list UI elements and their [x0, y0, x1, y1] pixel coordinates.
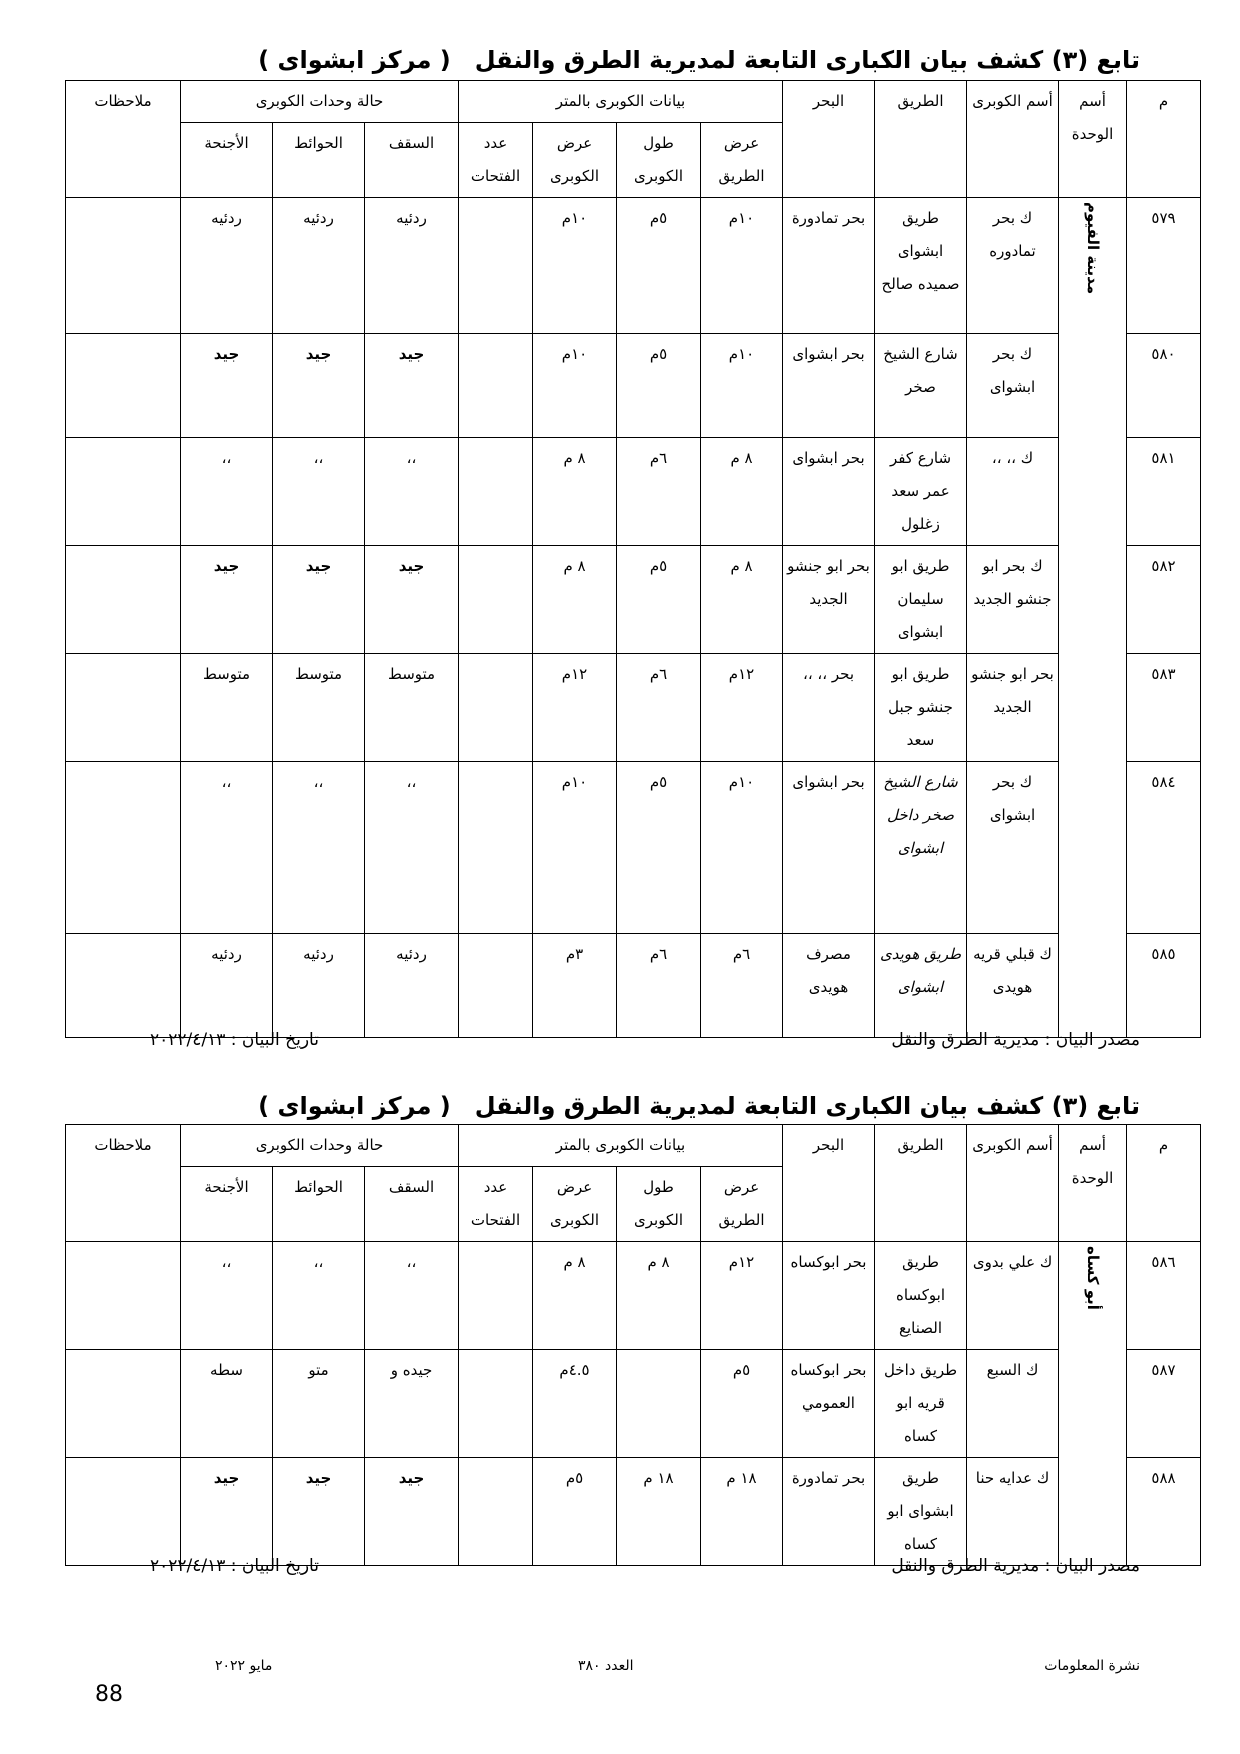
cell-length — [617, 1350, 701, 1458]
cell-walls: ،، — [273, 438, 365, 546]
header-roof: السقف — [365, 1167, 459, 1229]
cell-wings: سطه — [181, 1350, 273, 1458]
cell-walls: جيد — [273, 546, 365, 654]
footer-bulletin: نشرة المعلومات — [1044, 1658, 1140, 1674]
header-data-group: بيانات الكوبرى بالمتر — [459, 1125, 783, 1167]
cell-name: ك السبع — [967, 1350, 1059, 1458]
cell-name: ك ،، ،، — [967, 438, 1059, 546]
cell-openings — [459, 654, 533, 762]
header-wings: الأجنحة — [181, 1167, 273, 1229]
cell-wings: جيد — [181, 546, 273, 654]
cell-openings — [459, 546, 533, 654]
header-notes: ملاحظات — [66, 1125, 181, 1242]
header-road-width: عرض الطريق — [701, 123, 783, 198]
cell-notes — [66, 1350, 181, 1458]
header-data-group: بيانات الكوبرى بالمتر — [459, 81, 783, 123]
cell-width: ١٢م — [533, 654, 617, 762]
header-bridge-length: طول الكوبرى — [617, 1167, 701, 1242]
cell-openings — [459, 198, 533, 334]
cell-road-width: ٨ م — [701, 438, 783, 546]
cell-openings — [459, 334, 533, 438]
cell-walls: ردئيه — [273, 198, 365, 334]
cell-notes — [66, 1242, 181, 1350]
header-road-width: عرض الطريق — [701, 1167, 783, 1242]
cell-roof: ردئيه — [365, 934, 459, 1038]
table-row — [66, 1350, 1201, 1458]
cell-roof: جيده و — [365, 1350, 459, 1458]
header-m: م — [1127, 81, 1201, 198]
footer-issue: العدد ٣٨٠ — [578, 1658, 634, 1674]
cell-walls: ردئيه — [273, 934, 365, 1038]
cell-length: ٥م — [617, 546, 701, 654]
cell-sea: بحر ابو جنشو الجديد — [783, 546, 875, 654]
cell-road: شارع الشيخ صخر — [875, 334, 967, 438]
table-row — [66, 546, 1201, 654]
header-sea: البحر — [783, 81, 875, 198]
cell-walls: ،، — [273, 1242, 365, 1350]
table-row — [66, 934, 1201, 1038]
cell-roof: ،، — [365, 762, 459, 934]
cell-road-width: ١٠م — [701, 334, 783, 438]
cell-wings: ردئيه — [181, 934, 273, 1038]
cell-width: ١٠م — [533, 334, 617, 438]
table-row — [66, 762, 1201, 934]
cell-name: ك بحر ابو جنشو الجديد — [967, 546, 1059, 654]
cell-road-width: ١٠م — [701, 762, 783, 934]
cell-m: ٥٨١ — [1127, 438, 1201, 546]
cell-sea: بحر ابشواى — [783, 438, 875, 546]
cell-road-width: ١٢م — [701, 1242, 783, 1350]
cell-m: ٥٨٠ — [1127, 334, 1201, 438]
cell-road-width: ١٨ م — [701, 1458, 783, 1566]
cell-m: ٥٨٧ — [1127, 1350, 1201, 1458]
cell-name: ك عدايه حنا — [967, 1458, 1059, 1566]
cell-road-width: ١٠م — [701, 198, 783, 334]
header-wings: الأجنحة — [181, 123, 273, 185]
header-bridge-width: عرض الكوبرى — [533, 123, 617, 198]
cell-roof: ،، — [365, 1242, 459, 1350]
date-note-1: تاريخ البيان : ٢٠٢٢/٤/١٣ — [150, 1030, 319, 1050]
cell-width: ٨ م — [533, 546, 617, 654]
footer-month: مايو ٢٠٢٢ — [215, 1658, 273, 1674]
header-name: أسم الكوبرى — [967, 1125, 1059, 1242]
header-sea: البحر — [783, 1125, 875, 1242]
cell-name: ك بحر ابشواى — [967, 762, 1059, 934]
cell-sea: بحر ،، ،، — [783, 654, 875, 762]
table-row — [66, 198, 1201, 334]
cell-width: ٨ م — [533, 1242, 617, 1350]
bridges-table-2 — [65, 1124, 1201, 1566]
cell-m: ٥٨٨ — [1127, 1458, 1201, 1566]
header-unit: أسم الوحدة — [1059, 1125, 1127, 1242]
cell-openings — [459, 1458, 533, 1566]
cell-walls: متو — [273, 1350, 365, 1458]
source-note-1: مصدر البيان : مديرية الطرق والنقل — [891, 1030, 1140, 1050]
cell-road-width: ٨ م — [701, 546, 783, 654]
cell-wings: متوسط — [181, 654, 273, 762]
cell-name: ك بحر تمادوره — [967, 198, 1059, 334]
cell-m: ٥٨٣ — [1127, 654, 1201, 762]
cell-notes — [66, 654, 181, 762]
cell-m: ٥٧٩ — [1127, 198, 1201, 334]
cell-road: طريق ابوكساه الصنايع — [875, 1242, 967, 1350]
bridges-table-1 — [65, 80, 1201, 1038]
cell-m: ٥٨٤ — [1127, 762, 1201, 934]
cell-wings: جيد — [181, 1458, 273, 1566]
cell-sea: بحر تمادورة — [783, 198, 875, 334]
header-walls: الحوائط — [273, 1167, 365, 1229]
cell-wings: ،، — [181, 762, 273, 934]
cell-length: ٨ م — [617, 1242, 701, 1350]
cell-road: شارع الشيخ صخر داخل ابشواى — [875, 762, 967, 934]
cell-width: ٣م — [533, 934, 617, 1038]
cell-roof: جيد — [365, 546, 459, 654]
cell-road: طريق هويدى ابشواى — [875, 934, 967, 1038]
cell-openings — [459, 1350, 533, 1458]
table2-title: تابع (٣) كشف بيان الكبارى التابعة لمديرية الطرق والنقل( مركز ابشواى ) — [258, 1092, 1140, 1120]
cell-notes — [66, 334, 181, 438]
cell-width: ١٠م — [533, 762, 617, 934]
cell-length: ٦م — [617, 654, 701, 762]
cell-m: ٥٨٥ — [1127, 934, 1201, 1038]
cell-name: ك قبلي قريه هويدى — [967, 934, 1059, 1038]
cell-road: طريق ابو سليمان ابشواى — [875, 546, 967, 654]
header-walls: الحوائط — [273, 123, 365, 185]
cell-roof: ،، — [365, 438, 459, 546]
header-openings: عدد الفتحات — [459, 123, 533, 198]
cell-road: طريق ابشواى صميده صالح — [875, 198, 967, 334]
date-note-2: تاريخ البيان : ٢٠٢٢/٤/١٣ — [150, 1556, 319, 1576]
cell-sea: مصرف هويدى — [783, 934, 875, 1038]
cell-notes — [66, 438, 181, 546]
header-road: الطريق — [875, 1125, 967, 1242]
cell-name: بحر ابو جنشو الجديد — [967, 654, 1059, 762]
cell-sea: بحر تمادورة — [783, 1458, 875, 1566]
cell-length: ٦م — [617, 438, 701, 546]
table-row — [66, 1242, 1201, 1350]
header-openings: عدد الفتحات — [459, 1167, 533, 1242]
cell-roof: جيد — [365, 334, 459, 438]
cell-sea: بحر ابشواى — [783, 334, 875, 438]
cell-walls: ،، — [273, 762, 365, 934]
cell-openings — [459, 934, 533, 1038]
cell-length: ٥م — [617, 334, 701, 438]
cell-road: طريق ابو جنشو جبل سعد — [875, 654, 967, 762]
header-name: أسم الكوبرى — [967, 81, 1059, 198]
cell-m: ٥٨٢ — [1127, 546, 1201, 654]
cell-notes — [66, 546, 181, 654]
cell-walls: متوسط — [273, 654, 365, 762]
cell-length: ٥م — [617, 762, 701, 934]
header-status-group: حالة وحدات الكوبرى — [181, 81, 459, 123]
cell-length: ١٨ م — [617, 1458, 701, 1566]
cell-unit: مدينة الفيوم — [1059, 198, 1127, 1038]
header-notes: ملاحظات — [66, 81, 181, 198]
cell-m: ٥٨٦ — [1127, 1242, 1201, 1350]
cell-length: ٦م — [617, 934, 701, 1038]
cell-sea: بحر ابوكساه العمومي — [783, 1350, 875, 1458]
cell-length: ٥م — [617, 198, 701, 334]
cell-walls: جيد — [273, 334, 365, 438]
cell-openings — [459, 762, 533, 934]
table-row — [66, 334, 1201, 438]
cell-wings: ،، — [181, 1242, 273, 1350]
cell-width: ٨ م — [533, 438, 617, 546]
header-roof: السقف — [365, 123, 459, 185]
table-row — [66, 654, 1201, 762]
cell-road: طريق داخل قريه ابو كساه — [875, 1350, 967, 1458]
cell-name: ك بحر ابشواى — [967, 334, 1059, 438]
cell-roof: جيد — [365, 1458, 459, 1566]
cell-unit: أبو كساه — [1059, 1242, 1127, 1566]
cell-width: ٤.٥م — [533, 1350, 617, 1458]
cell-road-width: ٦م — [701, 934, 783, 1038]
header-m: م — [1127, 1125, 1201, 1242]
cell-walls: جيد — [273, 1458, 365, 1566]
header-unit: أسم الوحدة — [1059, 81, 1127, 198]
cell-road-width: ٥م — [701, 1350, 783, 1458]
cell-notes — [66, 1458, 181, 1566]
cell-wings: جيد — [181, 334, 273, 438]
table-row — [66, 438, 1201, 546]
cell-width: ٥م — [533, 1458, 617, 1566]
cell-sea: بحر ابوكساه — [783, 1242, 875, 1350]
cell-roof: متوسط — [365, 654, 459, 762]
table-row — [66, 1458, 1201, 1566]
cell-roof: ردئيه — [365, 198, 459, 334]
page-number: 88 — [95, 1682, 123, 1707]
cell-road-width: ١٢م — [701, 654, 783, 762]
cell-openings — [459, 1242, 533, 1350]
cell-wings: ،، — [181, 438, 273, 546]
header-road: الطريق — [875, 81, 967, 198]
cell-width: ١٠م — [533, 198, 617, 334]
cell-openings — [459, 438, 533, 546]
cell-notes — [66, 934, 181, 1038]
table1-title: تابع (٣) كشف بيان الكبارى التابعة لمديرية الطرق والنقل( مركز ابشواى ) — [258, 46, 1140, 74]
cell-name: ك علي بدوى — [967, 1242, 1059, 1350]
cell-notes — [66, 762, 181, 934]
header-bridge-length: طول الكوبرى — [617, 123, 701, 198]
cell-notes — [66, 198, 181, 334]
cell-sea: بحر ابشواى — [783, 762, 875, 934]
header-status-group: حالة وحدات الكوبرى — [181, 1125, 459, 1167]
cell-wings: ردئيه — [181, 198, 273, 334]
source-note-2: مصدر البيان : مديرية الطرق والنقل — [891, 1556, 1140, 1576]
cell-road: شارع كفر عمر سعد زغلول — [875, 438, 967, 546]
header-bridge-width: عرض الكوبرى — [533, 1167, 617, 1242]
cell-road: طريق ابشواى ابو كساه — [875, 1458, 967, 1566]
